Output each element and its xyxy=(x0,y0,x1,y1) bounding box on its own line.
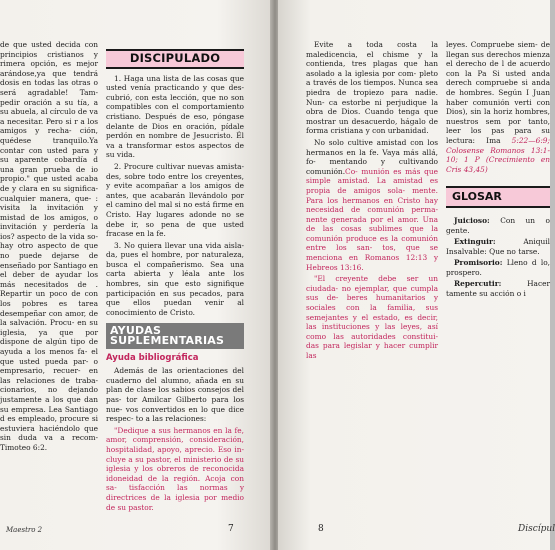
right-side-text: leyes. Compruebe siem- de llegan sus derechos mienza el derecho de l de acuerdo con la Pa Si usted anda derech compruebe si anda de hombres. Según I Juan haber comunión verti con Dios), sin la horiz hombres, nuestros sem por tanto, leer los pas para su lectura: Ima xyxy=(446,40,550,145)
glossary-definition: Aniquil Insalvable: Que no tarse. xyxy=(446,237,550,256)
glosario-heading: GLOSAR xyxy=(446,186,550,208)
glossary-definition: Con un o gente. xyxy=(446,215,550,235)
right-side-paragraph xyxy=(446,40,550,174)
glossary-item xyxy=(446,216,550,235)
discipulado-column xyxy=(106,49,244,519)
right-main-column xyxy=(306,40,438,510)
glossary-list xyxy=(446,216,550,299)
glossary-term: Juicioso: xyxy=(454,215,490,225)
right-paragraph-2b: Co- munión es más que simple amistad. La amistad es propia de amigos sola- mente. Para los hermanos en Cristo hay necesidad de comunión perma- nente generada por el amor. Una de las cosas sublimes que la comunión produce es la comunión entre los san- tos, que se menciona en Romanos 12:13 y Hebreos 13:16. xyxy=(306,166,438,272)
right-side-refs: 5:22—6:9; Colosense Romanos 13:1-10; 1 P (Crecimiento en Cris 43,45) xyxy=(446,135,550,174)
glossary-definition: Hacer tamente su acción o i xyxy=(446,279,550,299)
glossary-item xyxy=(446,237,550,256)
left-page-number: 7 xyxy=(228,524,234,534)
discipulado-item-3: 3. No quiera llevar una vida aisla- da, pues el hombre, por naturaleza, busca el compañerismo. Sea una carta abierta y léala ante los hombres, sin que esto signifique participación en sus pecados, para que ellos puedan venir al conocimiento de Cristo. xyxy=(106,240,244,317)
glossary-item xyxy=(446,279,550,298)
right-footer-title: Discípul xyxy=(518,524,555,534)
discipulado-heading: DISCIPULADO xyxy=(106,49,244,69)
glossary-definition: Lleno d lo, prospero. xyxy=(446,258,550,277)
discipulado-item-2: 2. Procure cultivar nuevas amista- des, sobre todo entre los creyentes, y evite acompañar a los amigos de antes, que acabarán llevándolo por el camino del mal si no está firme en Cristo. Hay lugares adonde no se debe ir, so pena de que usted fracase en la fe. xyxy=(106,161,244,239)
ayuda-text: Además de las orientaciones del cuaderno del alumno, añada en su plan de clase los sabios consejos del pas- tor Amilcar Gilberto para los nue- vos convertidos en lo que dice respec- to a las relaciones: xyxy=(106,366,244,424)
right-side-column xyxy=(446,40,550,510)
left-column-paragraph: de que usted decida con principios cristianos y rimera opción, es mejor arándose,ya que tendrá dosis en todas las otras o será agradable! Tam- pedir oración a su tía, a su abuela, al círculo de va a necesitar. Pero si r a los amigos y recha- ción, quédese tranquilo.Ya contar con usted para y su aparente cobardía d una gran prueba de io propio." que usted acaba de y clara en su significa- cualquier manera, que- : visita la invitación y mistad de los amigos, o invitación y perdería la ios? aspecto de la vida so- hay otro aspecto de que no puede dejarse de enseñado por Santiago en el deber de ayudar los más necesitados de . Repartir un poco de con los pobres es tarea desempeñar con amor, de la salvación. Procu- en su iglesia, ya que por dispone de algún tipo de ayuda a los menos fa- el que usted pueda par- o empresario, recuer- en las relaciones de traba- cionarios, no dejando justamente a los que dan su empresa. Lea Santiago d es empleado, procure si estuviera haciéndolo que sin duda va a recom- Timoteo 6:2. xyxy=(0,40,98,452)
right-paragraph-2a: No solo cultive amistad con los hermanos en la fe. Vaya más allá, fo- mentando y cultivando comunión. xyxy=(306,137,438,176)
ayuda-subheading: Ayuda bibliográfica xyxy=(106,352,199,363)
left-column-cut-text xyxy=(0,40,98,510)
ayudas-heading: AYUDAS SUPLEMENTARIAS xyxy=(106,323,244,348)
glossary-term: Promisorio: xyxy=(454,258,503,268)
left-page xyxy=(0,0,272,550)
left-footer: Maestro 2 xyxy=(6,526,43,534)
glossary-term: Repercutir: xyxy=(454,279,502,289)
discipulado-item-1: 1. Haga una lista de las cosas que usted venía practicando y que des- cubrió, con esta lección, que no son compatibles con el comportamiento cristiano. Después de eso, póngase delante de Dios en oración, pídale perdón en nombre de Jesucristo. Él va a transformar estos aspectos de su vida. xyxy=(106,73,244,160)
glossary-term: Extinguir: xyxy=(454,237,496,247)
right-quote: "El creyente debe ser un ciudada- no ejemplar, que cumpla sus de- beres humanitarios y sociales con la familia, sus semejantes y el estado, es decir, las instituciones y las leyes, así como las autoridades constitui- das para legislar y hacer cumplir las xyxy=(306,274,438,360)
right-paragraph-2 xyxy=(306,138,438,272)
glossary-item xyxy=(446,258,550,277)
right-page-number: 8 xyxy=(318,524,324,534)
right-paragraph-1: Evite a toda costa la maledicencia, el chisme y la contienda, tres plagas que han asolado a la iglesia por com- pleto a través de los tiempos. Nunca sea piedra de tropiezo para nadie. Nun- ca estorbe ni perjudique la obra de Dios. Cuando tenga que mostrar un desacuerdo, hágalo de forma cristiana y con urbanidad. xyxy=(306,40,438,136)
right-page xyxy=(278,0,555,550)
ayuda-quote: "Dedique a sus hermanos en la fe, amor, comprensión, consideración, hospitalidad, apoyo, aprecio. Eso in- cluye a su pastor, el ministerio de su iglesia y los obreros de reconocida idoneidad de la región. Acoja con sa- tisfacción las normas y directrices de la iglesia por medio de su pastor. xyxy=(106,425,244,512)
